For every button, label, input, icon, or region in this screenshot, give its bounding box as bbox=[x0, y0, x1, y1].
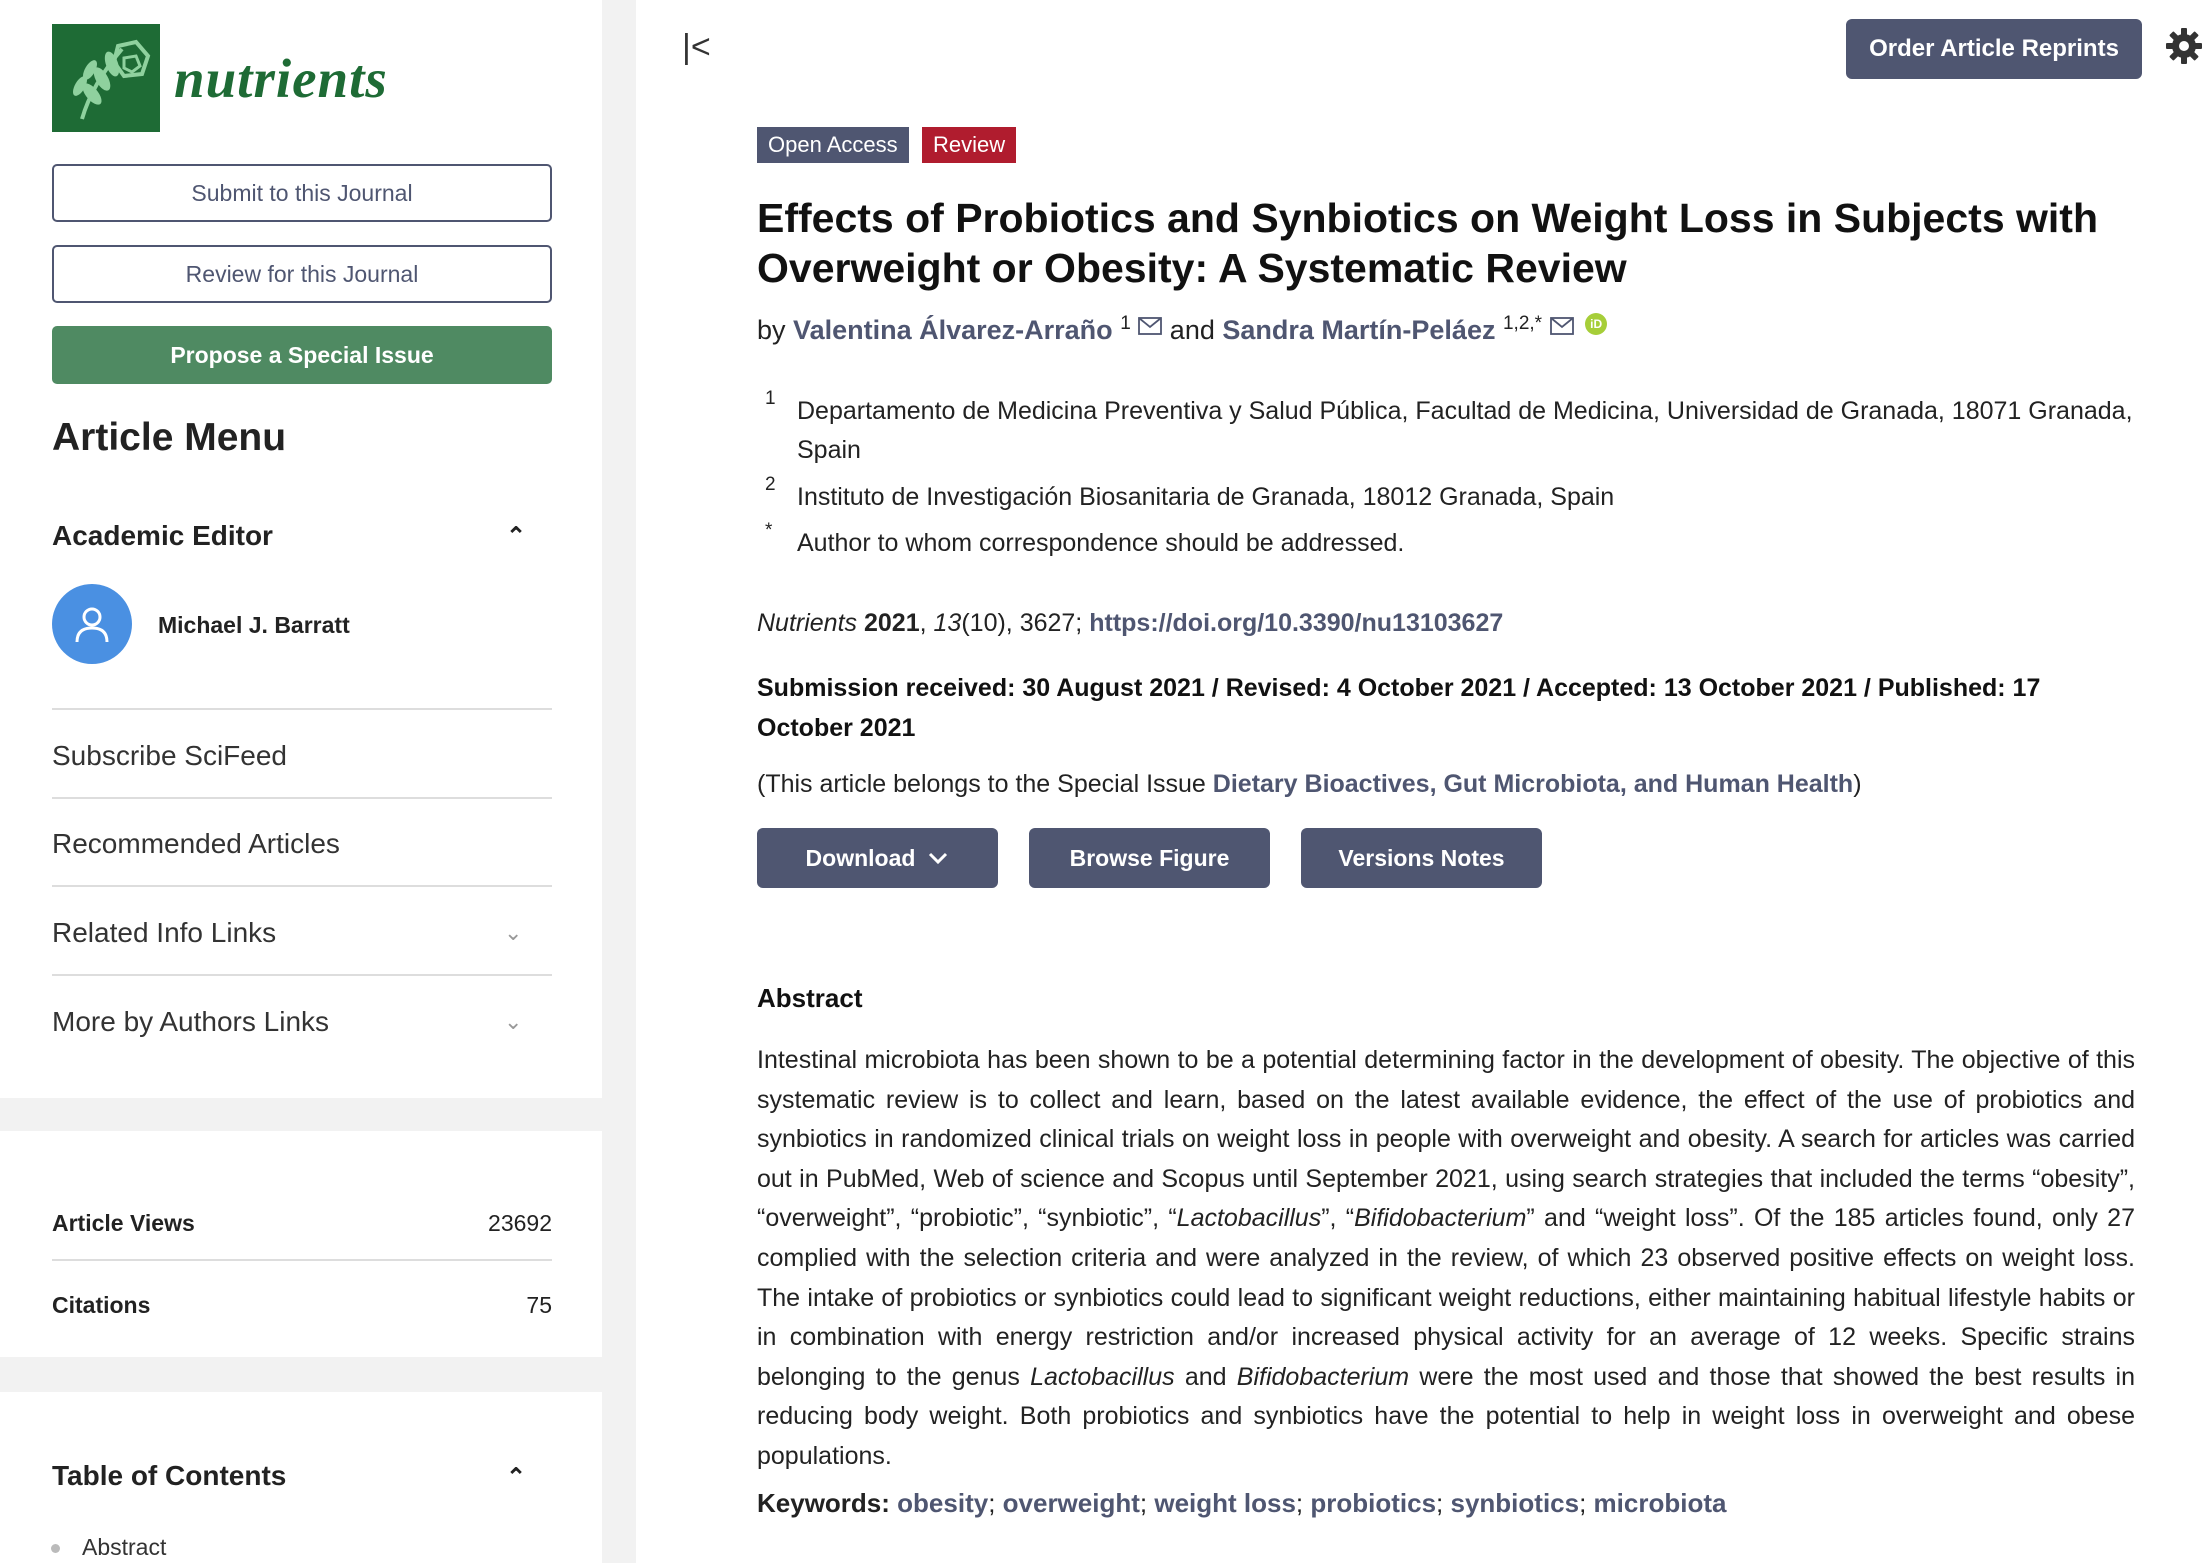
chevron-up-icon[interactable]: ⌃ bbox=[506, 1464, 527, 1491]
email-icon[interactable] bbox=[1138, 317, 1162, 335]
divider bbox=[52, 1259, 552, 1261]
keywords-label: Keywords: bbox=[757, 1488, 890, 1518]
special-issue-line bbox=[757, 770, 1862, 799]
article-stats-panel bbox=[0, 1131, 602, 1357]
citation-issue-pages: (10), 3627; bbox=[961, 609, 1083, 637]
versions-notes-button[interactable]: Versions Notes bbox=[1301, 828, 1542, 888]
by-label: by bbox=[757, 315, 786, 345]
collapse-sidebar-icon[interactable]: |< bbox=[682, 28, 711, 66]
academic-editor-name[interactable]: Michael J. Barratt bbox=[158, 612, 350, 638]
download-label: Download bbox=[805, 844, 916, 871]
avatar[interactable] bbox=[52, 584, 132, 664]
abstract-italic: Bifidobacterium bbox=[1354, 1204, 1527, 1233]
article-menu-title: Article Menu bbox=[52, 416, 287, 459]
and-label: and bbox=[1169, 315, 1215, 345]
keyword-link[interactable]: weight loss bbox=[1154, 1488, 1296, 1518]
abstract-italic: Lactobacillus bbox=[1030, 1362, 1175, 1391]
special-issue-prefix: (This article belongs to the Special Issue bbox=[757, 770, 1213, 798]
author-line bbox=[757, 313, 1607, 346]
journal-logo[interactable] bbox=[52, 24, 388, 132]
toc-item-abstract[interactable]: Abstract bbox=[82, 1534, 167, 1560]
chevron-down-icon[interactable]: ⌄ bbox=[504, 1009, 523, 1034]
abstract-segment: were the most used and those that showed the best results in reducing body weight. Both probiotics and synbiotics have the potential to help in weight loss in overweight and obese populations. bbox=[757, 1362, 2136, 1470]
publication-dates: Submission received: 30 August 2021 / Revised: 4 October 2021 / Accepted: 13 October 2021 / Published: 17 October 2021 bbox=[757, 674, 2041, 742]
chevron-up-icon[interactable]: ⌃ bbox=[506, 523, 527, 550]
abstract-segment: and bbox=[1174, 1362, 1237, 1391]
author-link[interactable]: Sandra Martín-Peláez bbox=[1222, 315, 1496, 345]
table-of-contents-title[interactable]: Table of Contents bbox=[52, 1460, 287, 1491]
citations-value[interactable]: 75 bbox=[526, 1292, 552, 1318]
article-title: Effects of Probiotics and Synbiotics on Weight Loss in Subjects with Overweight or Obesity: A Systematic Review bbox=[757, 195, 2098, 292]
bullet-icon bbox=[51, 1544, 60, 1553]
divider bbox=[52, 797, 552, 799]
orcid-icon[interactable]: iD bbox=[1585, 313, 1607, 335]
propose-special-issue-button[interactable]: Propose a Special Issue bbox=[52, 326, 552, 384]
abstract-italic: Lactobacillus bbox=[1176, 1204, 1322, 1233]
submit-to-journal-button[interactable]: Submit to this Journal bbox=[52, 164, 552, 222]
abstract-heading: Abstract bbox=[757, 983, 863, 1013]
sidebar-item-subscribe-scifeed[interactable]: Subscribe SciFeed bbox=[52, 740, 288, 771]
divider bbox=[52, 885, 552, 887]
review-for-journal-button[interactable]: Review for this Journal bbox=[52, 245, 552, 303]
user-icon bbox=[72, 604, 112, 644]
open-access-badge[interactable]: Open Access bbox=[757, 127, 909, 163]
affiliation-number: * bbox=[765, 520, 773, 541]
citation-year: 2021 bbox=[864, 609, 920, 637]
abstract-segment: ” and “weight loss”. Of the 185 articles found, only 27 complied with the selection criteria and were analyzed in the review, of which 23 observed positive effects on weight loss. The intake of probiotics or synbiotics could lead to significant weight reductions, either maintaining habitual lifestyle habits or in combination with energy restriction and/or increased physical activity for an average of 12 weeks. Specific strains belonging to the genus bbox=[757, 1204, 2135, 1391]
doi-link[interactable]: https://doi.org/10.3390/nu13103627 bbox=[1089, 609, 1504, 637]
citation-journal: Nutrients bbox=[757, 609, 858, 637]
abstract-segment: ”, “ bbox=[1321, 1204, 1355, 1233]
article-views-label: Article Views bbox=[52, 1210, 195, 1236]
chevron-down-icon[interactable]: ⌄ bbox=[504, 920, 523, 945]
sidebar-item-related-info-links[interactable]: Related Info Links bbox=[52, 917, 277, 948]
citation-line: Nutrients 2021, 13(10), 3627; https://doi.org/10.3390/nu13103627 bbox=[757, 609, 1504, 637]
keyword-link[interactable]: microbiota bbox=[1593, 1488, 1727, 1518]
sidebar-panel bbox=[0, 0, 602, 1098]
download-button[interactable] bbox=[757, 828, 998, 888]
affiliation-number: 1 bbox=[765, 388, 776, 409]
special-issue-link[interactable]: Dietary Bioactives, Gut Microbiota, and Human Health bbox=[1212, 770, 1854, 798]
citations-label[interactable]: Citations bbox=[52, 1292, 151, 1318]
divider bbox=[52, 974, 552, 976]
email-icon[interactable] bbox=[1550, 317, 1574, 335]
author-affiliation-sup: 1 bbox=[1120, 313, 1131, 334]
sidebar-item-recommended-articles[interactable]: Recommended Articles bbox=[52, 828, 340, 859]
abstract-text bbox=[757, 1041, 2135, 1477]
browse-figure-button[interactable]: Browse Figure bbox=[1029, 828, 1270, 888]
keyword-link[interactable]: probiotics bbox=[1310, 1488, 1437, 1518]
journal-name: nutrients bbox=[174, 47, 388, 109]
keyword-link[interactable]: synbiotics bbox=[1450, 1488, 1580, 1518]
abstract-italic: Bifidobacterium bbox=[1236, 1362, 1410, 1391]
divider bbox=[52, 708, 552, 710]
keyword-link[interactable]: overweight bbox=[1002, 1488, 1140, 1518]
journal-logo-icon bbox=[52, 24, 160, 132]
keywords-line: Keywords: obesity; overweight; weight loss; probiotics; synbiotics; microbiota bbox=[757, 1488, 1727, 1518]
gear-icon[interactable] bbox=[2164, 24, 2204, 73]
order-article-reprints-button[interactable]: Order Article Reprints bbox=[1846, 19, 2142, 79]
author-affiliation-sup: 1,2,* bbox=[1502, 313, 1543, 334]
author-link[interactable]: Valentina Álvarez-Arraño bbox=[793, 315, 1113, 345]
affiliation-text: Instituto de Investigación Biosanitaria de Granada, 18012 Granada, Spain bbox=[797, 483, 1615, 511]
citation-volume: 13 bbox=[933, 609, 962, 637]
affiliation-number: 2 bbox=[765, 474, 776, 495]
article-views-value: 23692 bbox=[488, 1210, 552, 1236]
affiliation-text: Departamento de Medicina Preventiva y Salud Pública, Facultad de Medicina, Universidad de Granada, 18071 Granada, Spain bbox=[797, 397, 2133, 464]
abstract-segment: Intestinal microbiota has been shown to be a potential determining factor in the development of obesity. The objective of this systematic review is to collect and learn, based on the latest available evidence, the effect of the use of probiotics and synbiotics in randomized clinical trials on weight loss in people with overweight and obesity. A search for articles was carried out in PubMed, Web of science and Scopus until September 2021, using search strategies that included the terms “obesity”, “overweight”, “probiotic”, “synbiotic”, “ bbox=[757, 1046, 2135, 1233]
article-type-badge: Review bbox=[922, 127, 1016, 163]
keyword-link[interactable]: obesity bbox=[897, 1488, 989, 1518]
article-main bbox=[636, 0, 2209, 1563]
affiliation-text: Author to whom correspondence should be addressed. bbox=[797, 529, 1405, 557]
special-issue-suffix: ) bbox=[1853, 770, 1862, 798]
chevron-down-icon bbox=[927, 851, 949, 865]
academic-editor-heading[interactable]: Academic Editor bbox=[52, 520, 273, 551]
sidebar-item-more-by-authors-links[interactable]: More by Authors Links bbox=[52, 1006, 330, 1037]
